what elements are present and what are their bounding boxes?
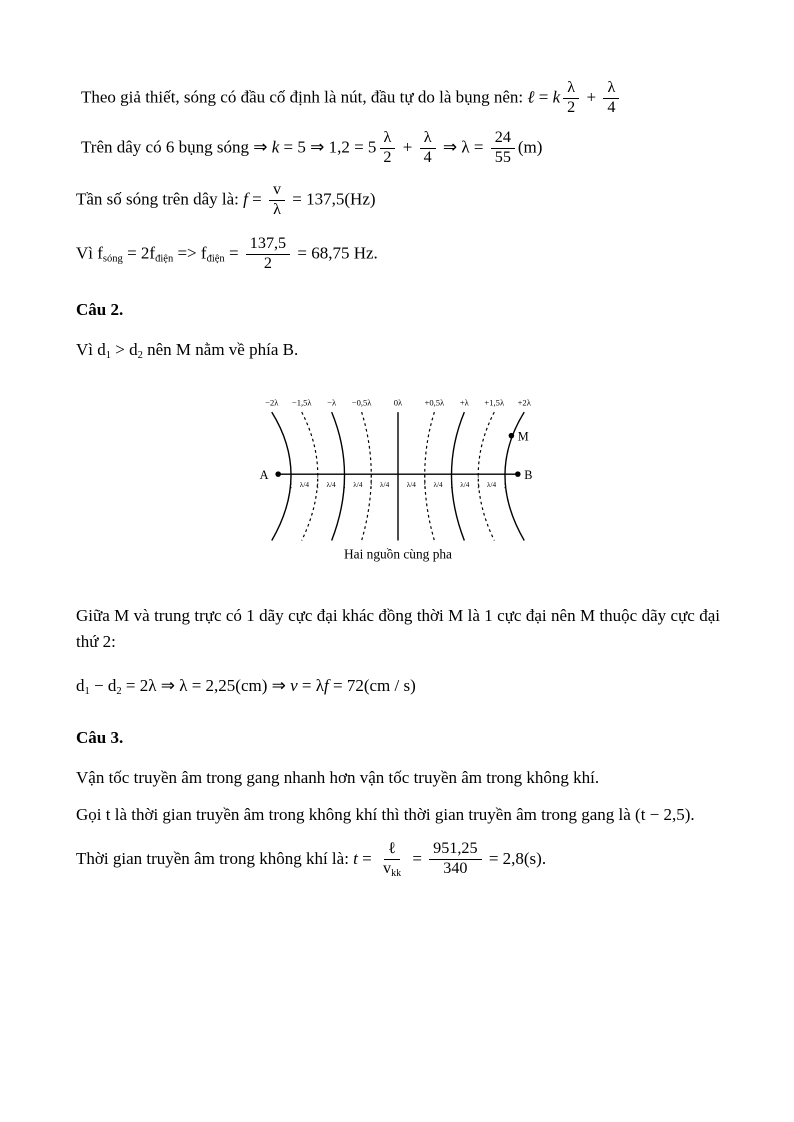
interference-figure <box>76 380 720 569</box>
quarter-wave-label: λ/4 <box>433 481 443 490</box>
point-a-dot <box>275 471 281 477</box>
subscript: sóng <box>102 253 123 265</box>
math-variable: t <box>353 848 358 868</box>
text-run: Theo giả thiết, sóng có đầu cố định là nút, đầu tự do là bụng nên: <box>81 87 528 107</box>
section-heading-cau-2: Câu 2. <box>76 299 124 319</box>
point-b-label: B <box>524 468 533 483</box>
fraction-numerator: λ <box>420 130 436 149</box>
fraction-numerator: λ <box>603 80 619 99</box>
solution-line-frequency <box>76 182 720 219</box>
maximum-curve <box>332 412 345 540</box>
text-run: d <box>76 676 85 696</box>
fraction <box>269 182 285 219</box>
fringe-order-label: +2λ <box>517 397 531 408</box>
text-run: = 137,5(Hz) <box>288 189 376 209</box>
fringe-order-label: +1,5λ <box>484 397 505 408</box>
fraction-numerator: λ <box>380 130 396 149</box>
text-run: = 72(cm / s) <box>328 676 416 696</box>
text-run: − d <box>89 676 117 696</box>
quarter-wave-label: λ/4 <box>326 481 336 490</box>
subscript: kk <box>391 867 402 879</box>
text-run: Vì f <box>76 243 103 263</box>
text-run: = <box>408 848 427 868</box>
fraction <box>429 841 481 878</box>
fraction-denominator: $v_{kk}$ <box>383 859 402 879</box>
text-run: > d <box>111 339 138 359</box>
fraction <box>563 80 579 117</box>
interference-diagram <box>248 380 548 564</box>
point-a-label: A <box>259 468 269 483</box>
fraction <box>379 841 405 879</box>
solution-line-standing-wave <box>76 80 720 117</box>
solution-line-wavelength-speed <box>76 673 720 699</box>
fringe-order-label: −1,5λ <box>291 397 312 408</box>
text-run: = <box>534 87 553 107</box>
minimum-curve <box>362 412 372 540</box>
text-run: = 2f <box>122 243 156 263</box>
point-m-label: M <box>517 429 529 444</box>
text-run: = <box>357 848 376 868</box>
maximum-curve <box>451 412 464 540</box>
section-heading-cau-3: Câu 3. <box>76 727 124 747</box>
text-run: = <box>247 189 266 209</box>
fraction <box>379 130 395 167</box>
solution-line-air-time <box>76 841 720 879</box>
text-run: + <box>582 87 601 107</box>
quarter-wave-label: λ/4 <box>487 481 497 490</box>
fringe-order-label: −λ <box>327 397 337 408</box>
subscript: 2 <box>116 686 122 698</box>
text-run: = 2λ ⇒ λ = 2,25(cm) ⇒ <box>121 676 291 696</box>
fringe-order-label: +0,5λ <box>424 397 445 408</box>
fraction-denominator: 4 <box>423 148 432 166</box>
fraction-denominator: λ <box>273 200 281 218</box>
subscript: 2 <box>137 349 143 361</box>
text-run: = 68,75 Hz. <box>293 243 378 263</box>
fraction <box>246 236 290 273</box>
minimum-curve <box>299 412 318 540</box>
text-run: Trên dây có 6 bụng sóng ⇒ <box>81 137 272 157</box>
subscript: điện <box>155 253 174 265</box>
fraction-denominator: 2 <box>567 98 576 116</box>
solution-line-sound-speed: Vận tốc truyền âm trong gang nhanh hơn vận tốc truyền âm trong không khí. <box>76 767 600 787</box>
text-run: nên M nằm về phía B. <box>142 339 299 359</box>
text-run: = 5 ⇒ 1,2 = 5 <box>279 137 377 157</box>
text-run: = 2,8(s). <box>484 848 547 868</box>
figure-caption: Hai nguồn cùng pha <box>344 546 452 562</box>
math-variable: k <box>552 87 561 107</box>
point-b-dot <box>515 471 521 477</box>
fraction-denominator: 4 <box>607 98 616 116</box>
text-run: (m) <box>517 137 543 157</box>
text-run: Thời gian truyền âm trong không khí là: <box>76 848 354 868</box>
fraction-numerator: 951,25 <box>429 841 481 860</box>
fraction <box>420 130 436 167</box>
minimum-curve <box>425 412 435 540</box>
text-run: = <box>224 243 243 263</box>
solution-line-maxima-count: Giữa M và trung trực có 1 dãy cực đại khác đồng thời M là 1 cực đại nên M thuộc dãy cực đại thứ 2: <box>76 606 720 651</box>
math-variable: v <box>290 676 298 696</box>
fraction-numerator: v <box>269 182 285 201</box>
minimum-curve <box>478 412 494 540</box>
math-variable: f <box>243 189 248 209</box>
solution-line-time-definition: Gọi t là thời gian truyền âm trong không khí thì thời gian truyền âm trong gang là (t − 2,5). <box>76 805 695 825</box>
quarter-wave-label: λ/4 <box>353 481 363 490</box>
math-variable: k <box>271 137 280 157</box>
subscript: điện <box>206 253 225 265</box>
subscript: 1 <box>105 349 112 361</box>
fringe-order-labels <box>265 398 532 408</box>
fraction <box>603 80 619 117</box>
text-run: = λ <box>297 676 325 696</box>
fraction-denominator: 2 <box>263 254 272 272</box>
fraction <box>491 130 515 167</box>
fraction-numerator: λ <box>563 80 579 99</box>
subscript: 1 <box>84 686 90 698</box>
quarter-wave-label: λ/4 <box>406 481 416 490</box>
solution-line-m-side <box>76 337 720 363</box>
fringe-order-label: +λ <box>459 397 469 408</box>
fraction-numerator: ℓ <box>384 841 400 860</box>
text-run: + <box>398 137 417 157</box>
fraction-numerator: 137,5 <box>246 236 290 255</box>
fringe-order-label: −2λ <box>265 397 279 408</box>
fraction-denominator: 340 <box>443 860 468 878</box>
fraction-denominator: 2 <box>383 148 392 166</box>
text-run: Vì d <box>76 339 106 359</box>
text-run: Tần số sóng trên dây là: <box>76 189 244 209</box>
point-m-dot <box>509 433 515 439</box>
solution-line-antinodes <box>76 130 720 167</box>
math-variable: ℓ <box>527 87 535 107</box>
quarter-wave-label: λ/4 <box>460 481 470 490</box>
fringe-order-label: 0λ <box>393 397 403 408</box>
text-run: ⇒ λ = <box>438 137 488 157</box>
math-variable: f <box>324 676 329 696</box>
fraction-numerator: 24 <box>491 130 515 149</box>
maximum-curve <box>272 412 291 540</box>
fraction-denominator: 55 <box>494 148 511 166</box>
solution-line-electric-frequency <box>76 236 720 273</box>
quarter-wave-label: λ/4 <box>299 481 309 490</box>
quarter-wave-label: λ/4 <box>380 481 390 490</box>
text-run: => f <box>173 243 207 263</box>
fringe-order-label: −0,5λ <box>351 397 372 408</box>
